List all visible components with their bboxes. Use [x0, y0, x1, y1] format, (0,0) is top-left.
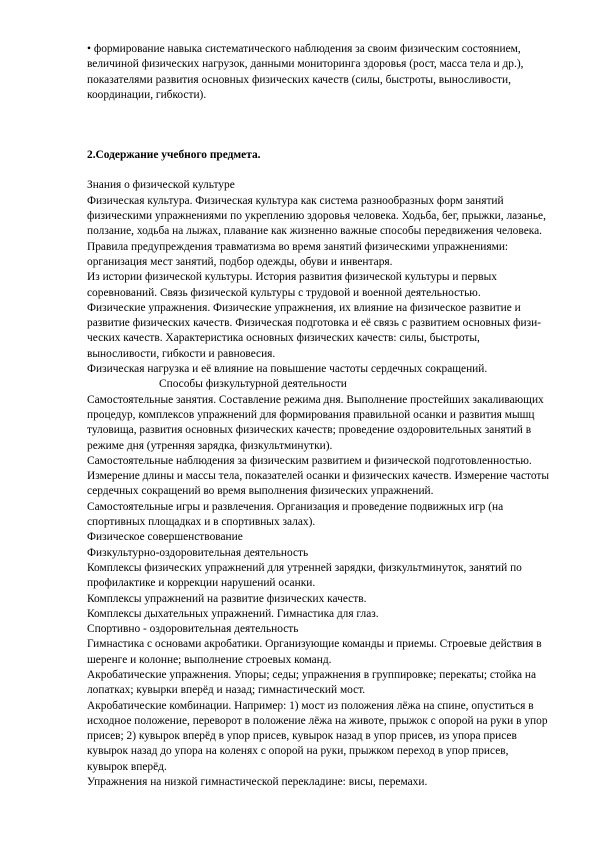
paragraph: Самостоятельные игры и развлечения. Организация и проведение подвижных игр (на спортивных площадках и в спортивных залах).: [87, 500, 504, 529]
paragraph: Самостоятельные наблюдения за физическим развитием и физической подготовленностью. Измерение длины и массы тела, показателей осанки и физических качеств. Измерение частоты сердечных сокращений во время выполнения физических упражнений.: [87, 454, 550, 498]
subheading-methods: Способы физкультурной деятельности: [159, 378, 347, 391]
paragraph: Физическая культура. Физическая культура как система разнообразных форм занятий физическими упражнениями по укреплению здоровья человека. Ходьба, бег, прыжки, лазанье, ползание, ходьба на лыжах, плавание как жизненно важные способы передвижения человека.: [87, 194, 546, 238]
paragraph: Самостоятельные занятия. Составление режима дня. Выполнение простейших закаливающих процедур, комплексов упражнений для формирования правильной осанки и развития мышц туловища, развития основных физических качеств; проведение оздоровительных занятий в режиме дня (утренняя зарядка, физкультминутки).: [87, 393, 544, 452]
section-heading: 2.Содержание учебного предмета.: [87, 149, 261, 162]
paragraph: Знания о физической культуре: [87, 179, 235, 192]
paragraph: Правила предупреждения травматизма во время занятий физическими упражнениями: организация мест занятий, подбор одежды, обуви и инвентаря.: [87, 240, 509, 268]
paragraph: Гимнастика с основами акробатики. Организующие команды и приемы. Строевые действия в шеренге и колонне; выполнение строевых команд.: [87, 638, 542, 666]
paragraph: Спортивно - оздоровительная деятельность: [87, 623, 299, 636]
paragraph: Упражнения на низкой гимнастической перекладине: висы, перемахи.: [87, 776, 428, 789]
paragraph: Комплексы дыхательных упражнений. Гимнастика для глаз.: [87, 607, 379, 620]
paragraph: Комплексы упражнений на развитие физических качеств.: [87, 592, 367, 605]
paragraph: Физическая нагрузка и её влияние на повышение частоты сердечных сокращений.: [87, 363, 488, 376]
paragraph: Физические упражнения. Физические упражнения, их влияние на физическое развитие и развитие физических качеств. Физическая подготовка и её связь с развитием основных физи-ческих качеств. Характеристика основных физических качеств: силы, быстроты, выносливости, гибкости и равновесия.: [87, 301, 542, 360]
paragraph: Акробатические упражнения. Упоры; седы; упражнения в группировке; перекаты; стойка на лопатках; кувырки вперёд и назад; гимнастический мост.: [87, 668, 537, 697]
paragraph: Физическое совершенствование: [87, 531, 243, 544]
paragraph: Акробатические комбинации. Например: 1) мост из положения лёжа на спине, опуститься в исходное положение, переворот в положение лёжа на животе, прыжок с опорой на руки в упор присев; 2) кувырок вперёд в упор присев, кувырок назад в упор присев, из упора присев кувырок назад до упора на коленях с опорой на руки, прыжком переход в упор присев, кувырок вперёд.: [87, 699, 548, 773]
paragraph: Физкультурно-оздоровительная деятельность: [87, 546, 309, 559]
paragraph: Комплексы физических упражнений для утренней зарядки, физкультминуток, занятий по профилактике и коррекции нарушений осанки.: [87, 561, 522, 590]
paragraph: Из истории физической культуры. История развития физической культуры и первых соревнований. Связь физической культуры с трудовой и военной деятельностью.: [87, 271, 497, 299]
intro-bullet: • формирование навыка систематического наблюдения за своим физическим состоянием, величиной физических нагрузок, данными мониторинга здоровья (рост, масса тела и др.), показателями развития основных физических качеств (силы, быстроты, выносливости, координации, гибкости).: [87, 43, 524, 101]
document-body: [87, 42, 552, 790]
